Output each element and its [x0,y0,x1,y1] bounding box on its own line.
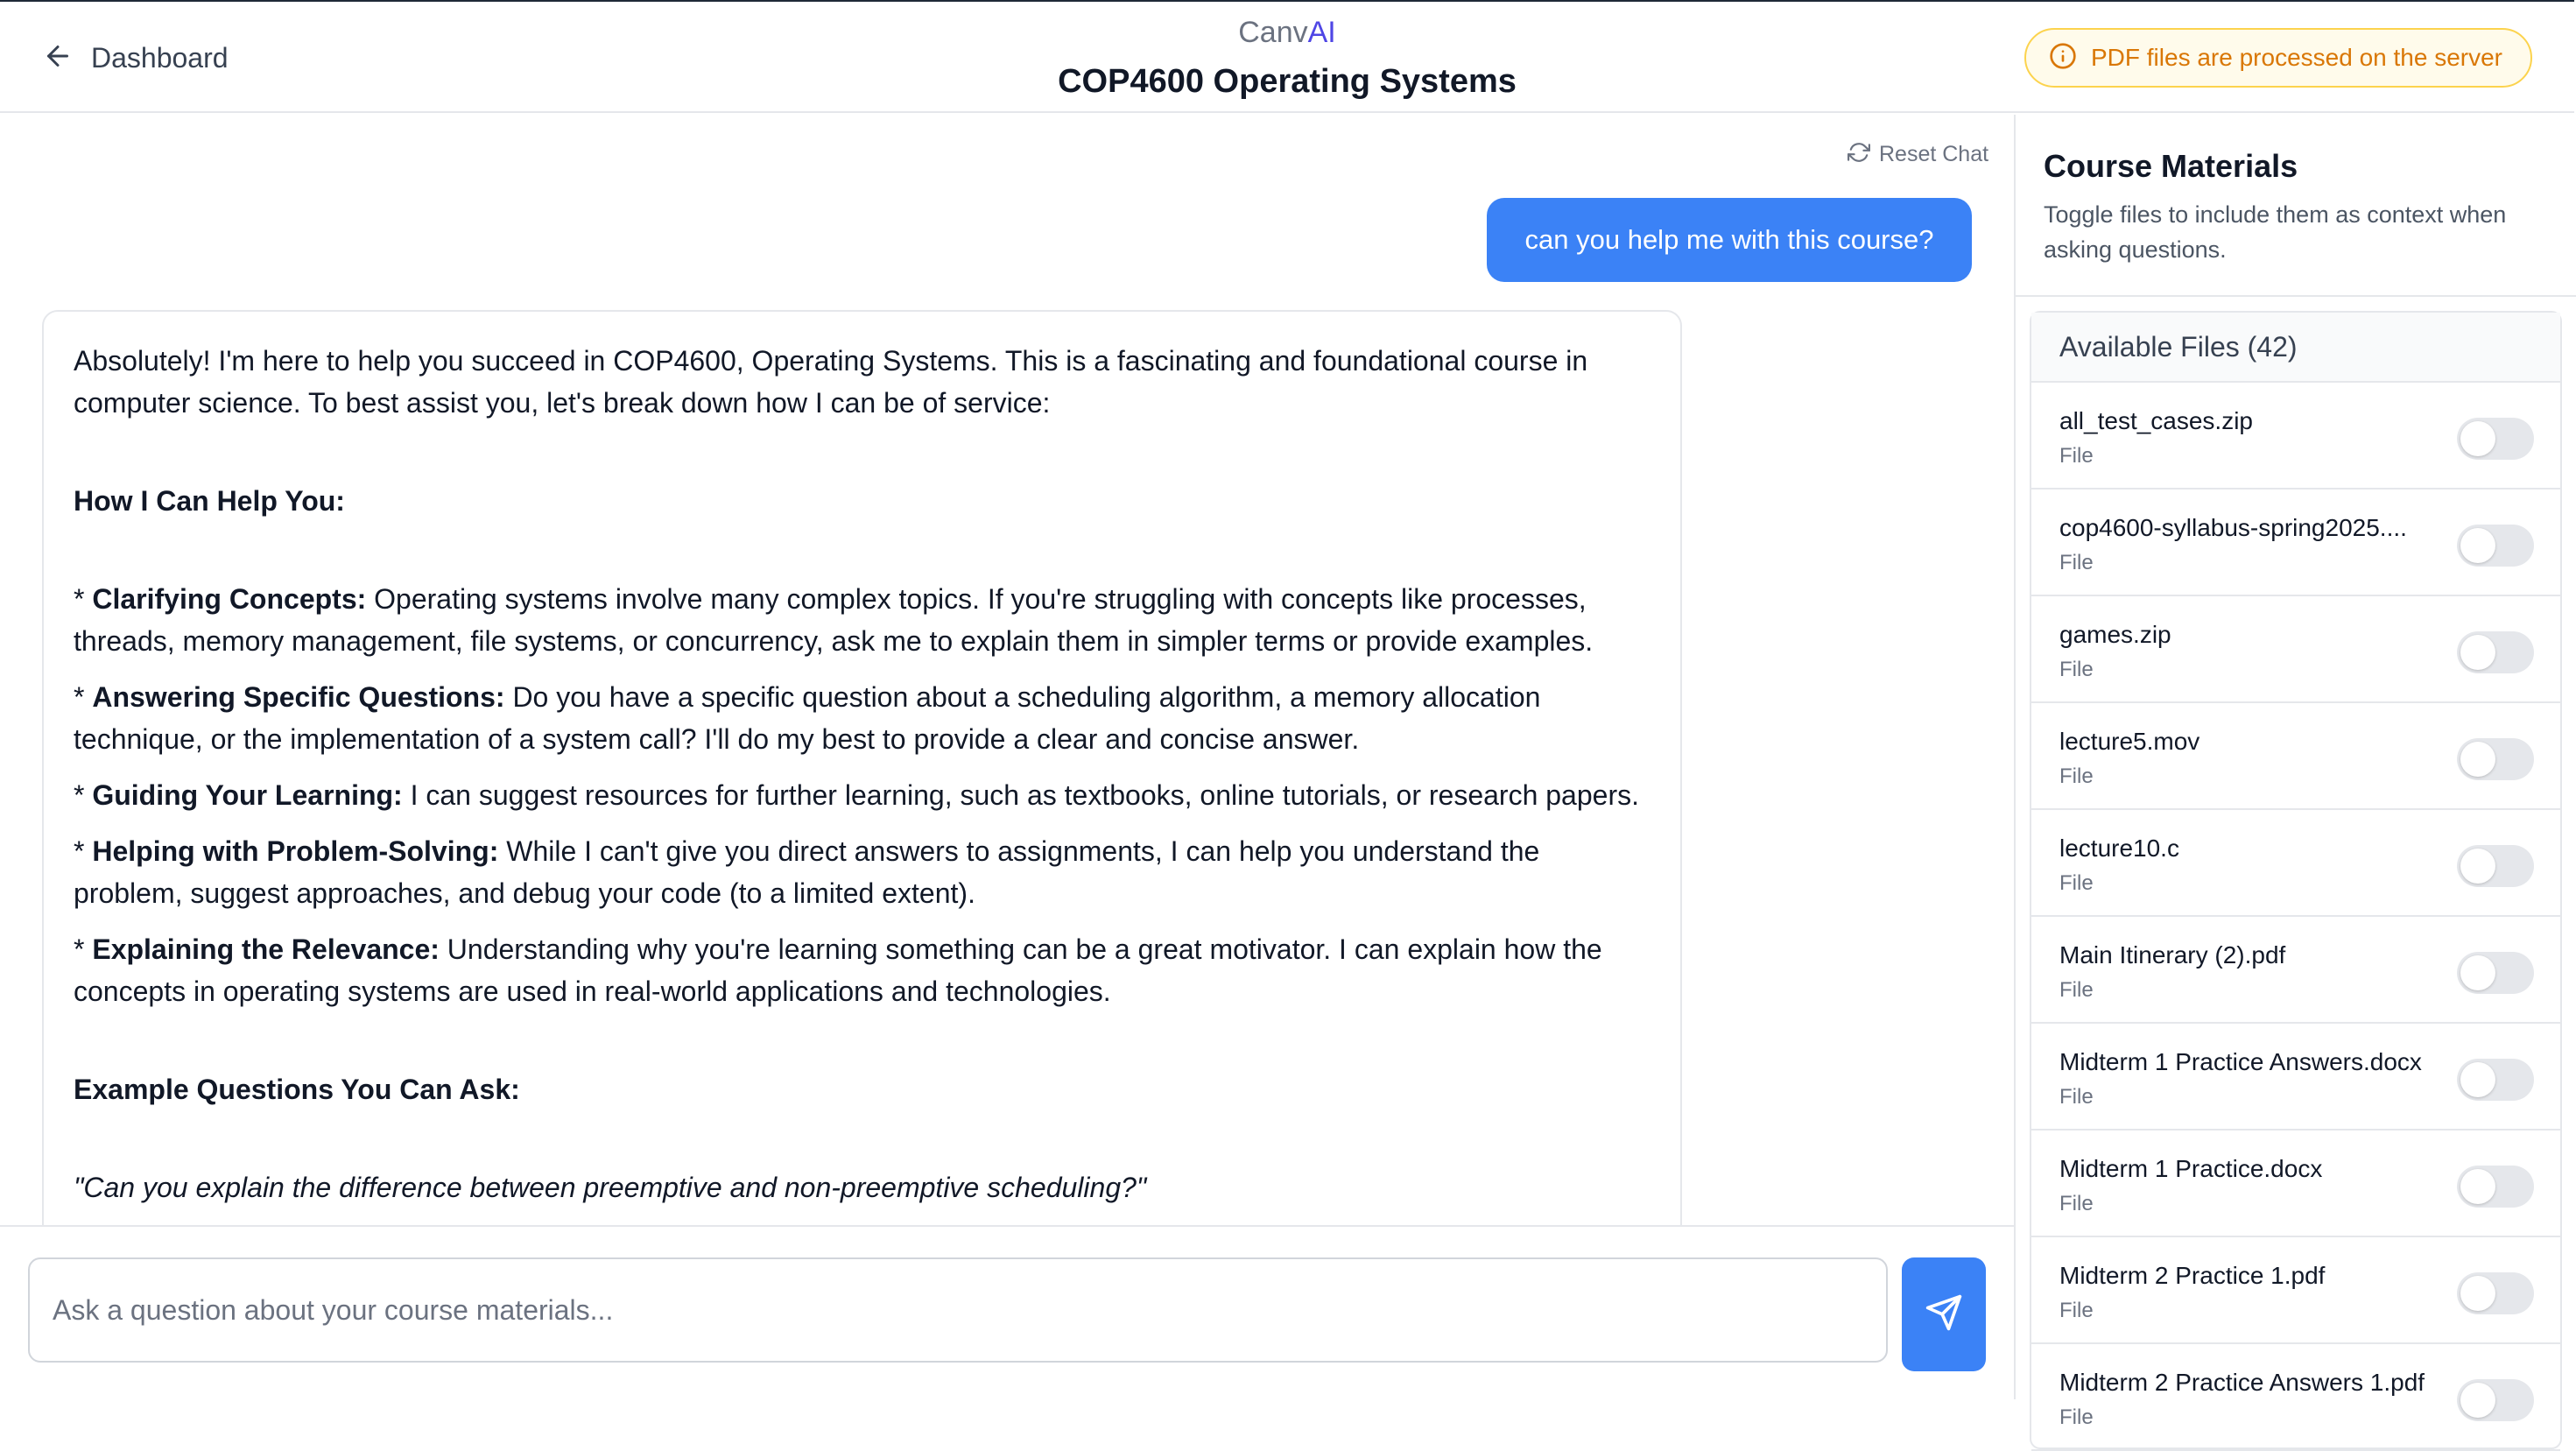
file-toggle[interactable] [2457,418,2534,460]
toggle-knob [2460,1383,2495,1418]
file-name: lecture10.c [2059,835,2179,862]
user-message-text: can you help me with this course? [1524,224,1934,255]
back-link-label: Dashboard [91,41,229,74]
notice-text: PDF files are processed on the server [2091,44,2502,71]
file-name: Midterm 2 Practice 1.pdf [2059,1262,2326,1289]
file-toggle[interactable] [2457,845,2534,887]
file-name: Midterm 1 Practice Answers.docx [2059,1048,2422,1075]
help-item: * Answering Specific Questions: Do you have a specific question about a scheduling algorithm, a memory allocation technique, or the implementation of a system call? I'll do my best to provide a clear and concise answer. [74,681,1541,755]
toggle-knob [2460,849,2495,884]
file-row[interactable] [2031,1237,2560,1344]
help-item: * Helping with Problem-Solving: While I can't give you direct answers to assignments, I can help you understand the problem, suggest approaches, and debug your code (to a limited extent). [74,835,1540,909]
chat-input-bar [0,1225,2014,1399]
file-type: File [2059,551,2094,574]
examples-heading: Example Questions You Can Ask: [74,1074,520,1105]
help-item: * Explaining the Relevance: Understanding why you're learning something can be a great motivator. I can explain how the concepts in operating systems are used in real-world applications and technologies. [74,933,1602,1007]
file-type: File [2059,764,2094,788]
file-toggle[interactable] [2457,738,2534,780]
toggle-knob [2460,742,2495,777]
send-icon [1925,1293,1963,1336]
toggle-knob [2460,635,2495,670]
question-input[interactable] [28,1257,1888,1363]
file-row[interactable] [2031,383,2560,490]
file-row[interactable] [2031,703,2560,810]
page-title: COP4600 Operating Systems [1058,63,1517,100]
files-header: Available Files (42) [2031,313,2560,383]
file-name: lecture5.mov [2059,728,2200,755]
file-row[interactable] [2031,1131,2560,1237]
file-toggle[interactable] [2457,952,2534,994]
file-row[interactable] [2031,1024,2560,1131]
file-name: Midterm 1 Practice.docx [2059,1155,2323,1182]
file-name: Main Itinerary (2).pdf [2059,941,2286,969]
toggle-knob [2460,1169,2495,1204]
file-type: File [2059,978,2094,1002]
file-type: File [2059,1405,2094,1429]
sidebar-description: Toggle files to include them as context when asking questions. [2044,201,2507,263]
reset-chat-label: Reset Chat [1879,142,1989,166]
file-name: all_test_cases.zip [2059,407,2254,434]
user-message-bubble [1487,198,1972,282]
file-name: games.zip [2059,621,2171,648]
file-type: File [2059,444,2094,468]
sidebar-title: Course Materials [2044,148,2298,184]
toggle-knob [2460,955,2495,990]
file-name: cop4600-syllabus-spring2025.... [2059,514,2407,541]
files-panel[interactable] [2030,311,2562,1449]
toggle-knob [2460,1062,2495,1097]
file-toggle[interactable] [2457,525,2534,567]
file-name: Midterm 2 Practice Answers 1.pdf [2059,1369,2425,1396]
server-processing-notice [2024,28,2532,88]
reset-chat-button[interactable] [1848,141,1988,168]
chat-area[interactable] [0,115,2014,1225]
sidebar-header [2016,115,2576,297]
app-header [0,2,2574,113]
file-type: File [2059,871,2094,895]
file-type: File [2059,658,2094,681]
assistant-message-card [42,310,1682,1273]
brand-suffix: AI [1307,16,1336,49]
help-item: * Guiding Your Learning: I can suggest resources for further learning, such as textbooks, online tutorials, or research papers. [74,779,1639,811]
help-item: * Clarifying Concepts: Operating systems involve many complex topics. If you're struggling with concepts like processes, threads, memory management, file systems, or concurrency, ask me to explain them in simpler terms or provide examples. [74,583,1594,657]
send-button[interactable] [1902,1257,1986,1371]
toggle-knob [2460,528,2495,563]
assistant-intro: Absolutely! I'm here to help you succeed in COP4600, Operating Systems. This is a fascinating and foundational course in computer science. To best assist you, let's break down how I can be of service: [74,345,1588,419]
brand-prefix: Canv [1238,16,1308,49]
file-row[interactable] [2031,810,2560,917]
toggle-knob [2460,1276,2495,1311]
file-toggle[interactable] [2457,1379,2534,1421]
help-heading: How I Can Help You: [74,485,345,517]
file-toggle[interactable] [2457,631,2534,673]
file-type: File [2059,1085,2094,1109]
file-toggle[interactable] [2457,1272,2534,1314]
file-type: File [2059,1299,2094,1322]
info-icon [2049,42,2077,74]
toggle-knob [2460,421,2495,456]
file-type: File [2059,1192,2094,1215]
file-row[interactable] [2031,1344,2560,1451]
file-toggle[interactable] [2457,1059,2534,1101]
course-materials-sidebar [2014,115,2574,1429]
file-row[interactable] [2031,490,2560,596]
file-row[interactable] [2031,917,2560,1024]
file-row[interactable] [2031,596,2560,703]
example-question: "Can you explain the difference between preemptive and non-preemptive scheduling?" [74,1172,1147,1203]
refresh-icon [1848,141,1870,168]
file-toggle[interactable] [2457,1166,2534,1208]
